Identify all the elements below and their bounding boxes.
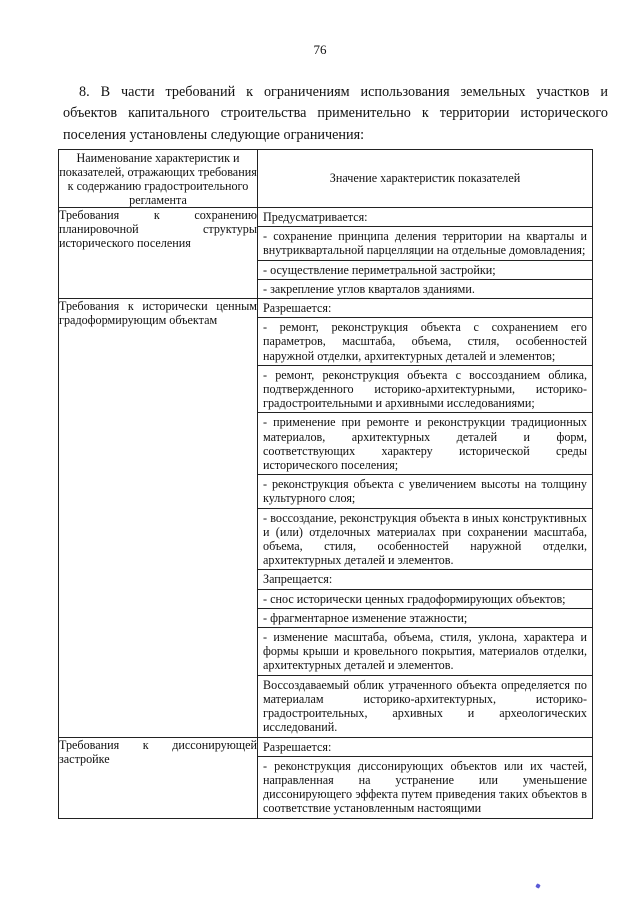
row-values [258,737,593,818]
value-item: Запрещается: [258,570,592,589]
row-requirement-name: Требования к исторически ценным градоформирующим объектам [59,299,258,737]
value-item: - реконструкция диссонирующих объектов или их частей, направленная на устранение или уменьшение диссонирующего эффекта путем приведения таких объектов в соответствие установленным настоящими [263,758,587,816]
value-item: - закрепление углов кварталов зданиями. [263,281,475,296]
value-item: - изменение масштаба, объема, стиля, уклона, характера и формы крыши и кровельного покрытия, материалов отделки, архитектурных деталей и элементов. [258,628,592,676]
row-values [258,299,593,737]
value-item: Предусматривается: [258,208,592,227]
value-item: - ремонт, реконструкция объекта с воссозданием облика, подтвержденного историко-архитектурными, историко-градостроительными и архивными исследованиями; [258,366,592,414]
value-item: Разрешается: [258,299,592,318]
row-values [258,208,593,299]
table-row [59,737,593,818]
value-item: - воссоздание, реконструкция объекта в иных конструктивных и (или) отделочных материалах при сохранении масштаба, объема, стиля, особенностей наружной отделки, архитектурных деталей и элементов. [258,509,592,571]
row-requirement-name: Требования к диссонирующей застройке [59,737,258,818]
table-header-row [59,150,593,208]
regulation-table [58,149,593,819]
value-item: - ремонт, реконструкция объекта с сохранением его параметров, масштаба, объема, стиля, особенностей наружной отделки, архитектурных деталей и элементов; [258,318,592,366]
intro-line: объектов капитального строительства применительно к территории исторического [63,105,608,122]
intro-paragraph [63,82,608,146]
value-item: Воссоздаваемый облик утраченного объекта определяется по материалам историко-архитектурных, историко-градостроительных, архивных и археологических исследований. [263,677,587,735]
scan-mark [535,883,540,888]
header-characteristics: Наименование характеристик и показателей, отражающих требования к содержанию градостроительного регламента [59,150,257,207]
table-row [59,208,593,299]
header-values: Значение характеристик показателей [258,150,593,208]
value-item: - применение при ремонте и реконструкции традиционных материалов, архитектурных деталей и форм, соответствующих характеру исторической среды исторического поселения; [258,413,592,475]
value-item: Разрешается: [258,738,592,757]
value-item: - снос исторически ценных градоформирующих объектов; [258,590,592,609]
value-item: - реконструкция объекта с увеличением высоты на толщину культурного слоя; [258,475,592,508]
value-item: - осуществление периметральной застройки; [258,261,592,280]
intro-line: поселения установлены следующие ограничения: [63,126,365,143]
page-number: 76 [313,42,327,57]
intro-line: 8. В части требований к ограничениям использования земельных участков и [79,84,608,100]
value-item: - сохранение принципа деления территории на кварталы и внутриквартальной парцелляции на отдельные домовладения; [258,227,592,260]
value-item: - фрагментарное изменение этажности; [258,609,592,628]
table-row [59,299,593,737]
row-requirement-name: Требования к сохранению планировочной структуры исторического поселения [59,208,258,299]
